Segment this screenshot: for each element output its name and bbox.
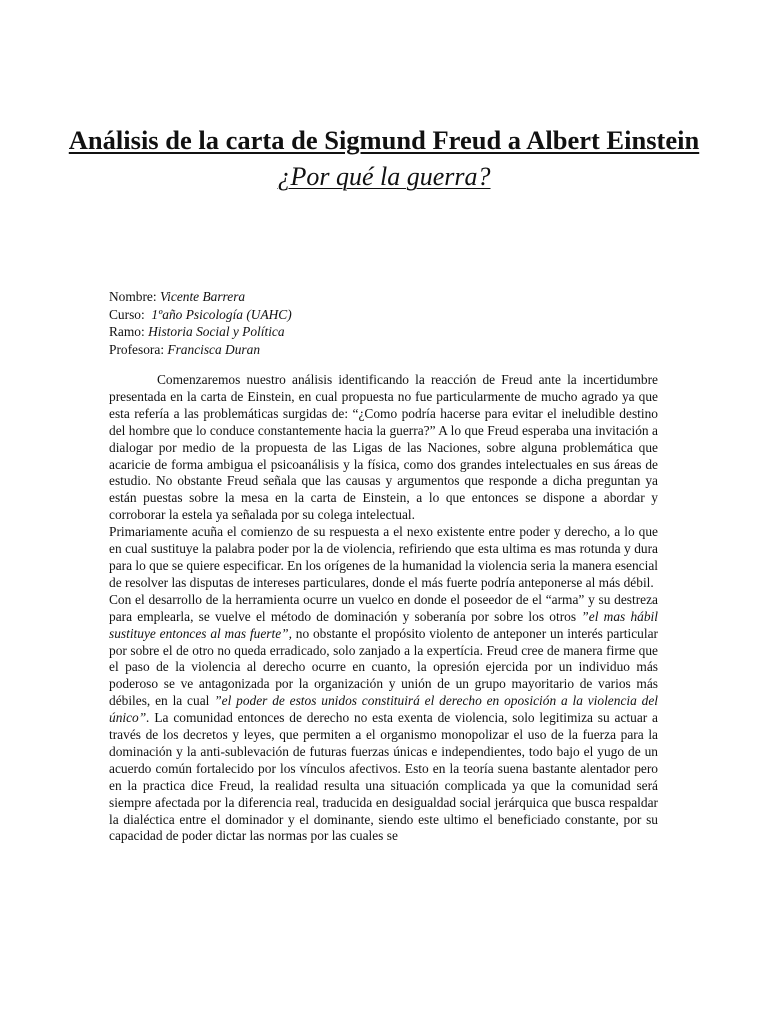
paragraph-text: La comunidad entonces de derecho no esta exenta de violencia, solo legitimiza su actuar a través de los decretos y leyes, que permiten a el organismo monopolizar el uso de la fuerza para la dominación y la anti-sublevación de futuras fuerzas únicas e independientes, todo bajo el yugo de un acuerdo común fortalecido por los vínculos afectivos. Esto en la teoría suena bastante alentador pero en la practica dice Freud, la realidad resulta una situación complicada ya que la comunidad será siempre afectada por la diferencia real, traducida en desigualdad social jerárquica que busca respaldar la dialéctica entre el dominador y el dominante, siendo este ultimo el beneficiado constante, por su capacidad de poder dictar las normas por las cuales se xyxy=(109,710,658,844)
paragraph-text: no obstante el propósito violento de anteponer un interés particular por sobre el de otro no queda erradicado, solo zanjado a la expertícia. Freud cree de manera firme que el paso de la violencia al derecho ocurre en cuanto, la opresión ejercida por un individuo más poderoso se ve antagonizada por la organización y unión de un grupo mayoritario de varios más débiles, en la cual xyxy=(109,625,658,709)
meta-row-name xyxy=(109,288,292,306)
meta-row-course xyxy=(109,306,292,324)
document-title: Análisis de la carta de Sigmund Freud a Albert Einstein xyxy=(68,125,700,155)
document-subtitle: ¿Por qué la guerra? xyxy=(277,162,491,191)
document-body xyxy=(109,372,658,845)
meta-value: 1ºaño Psicología (UAHC) xyxy=(151,306,292,322)
paragraph-text: Con el desarrollo de la herramienta ocurre un vuelco en donde el poseedor de el “arma” y su destreza para emplearla, se vuelve el método de dominación y soberanía por sobre los otros xyxy=(109,591,658,624)
title-block xyxy=(0,124,768,193)
paragraph: Primariamente acuña el comienzo de su respuesta a el nexo existente entre poder y derecho, a lo que en cual sustituye la palabra poder por la de violencia, refiriendo que esta ultima es mas rotunda y dura para lo que se quiere especificar. En los orígenes de la humanidad la violencia seria la manera esencial de resolver las disputas de intereses particulares, donde el más fuerte podría anteponerse al más débil. xyxy=(109,524,658,590)
meta-row-subject xyxy=(109,323,292,341)
meta-label: Curso: xyxy=(109,306,145,322)
student-info xyxy=(109,288,292,358)
quote: ”el poder de estos unidos constituirá el derecho en oposición a la violencia del único”. xyxy=(109,693,658,726)
paragraph xyxy=(109,592,658,846)
meta-label: Ramo: xyxy=(109,324,145,339)
meta-value: Francisca Duran xyxy=(167,341,261,357)
meta-value: Vicente Barrera xyxy=(159,289,246,304)
meta-row-teacher xyxy=(109,341,292,359)
meta-value: Historia Social y Política xyxy=(148,324,285,339)
meta-label: Nombre: xyxy=(109,289,157,304)
meta-label: Profesora: xyxy=(109,341,165,357)
quote: ”el mas hábil sustituye entonces al mas fuerte”, xyxy=(109,608,658,641)
paragraph: Comenzaremos nuestro análisis identificando la reacción de Freud ante la incertidumbre presentada en la carta de Einstein, en cual propuesta no fue particularmente de mucho agrado ya que esta refería a las problemáticas surgidas de: “¿Como podría hacerse para evitar el ineludible destino del hombre que lo conduce constantemente hacia la guerra?” A lo que Freud esperaba una invitación a dialogar por medio de la propuesta de las Ligas de las Naciones, sobre alguna problemática que acaricie de forma ambigua el psicoanálisis y la física, como dos grandes intelectuales en sus áreas de estudio. No obstante Freud señala que las causas y argumentos que responde a dicha preguntan ya están puestas sobre la mesa en la carta de Einstein, a lo que entonces se dispone a abordar y corroborar la estela ya señalada por su colega intelectual. xyxy=(109,372,658,523)
